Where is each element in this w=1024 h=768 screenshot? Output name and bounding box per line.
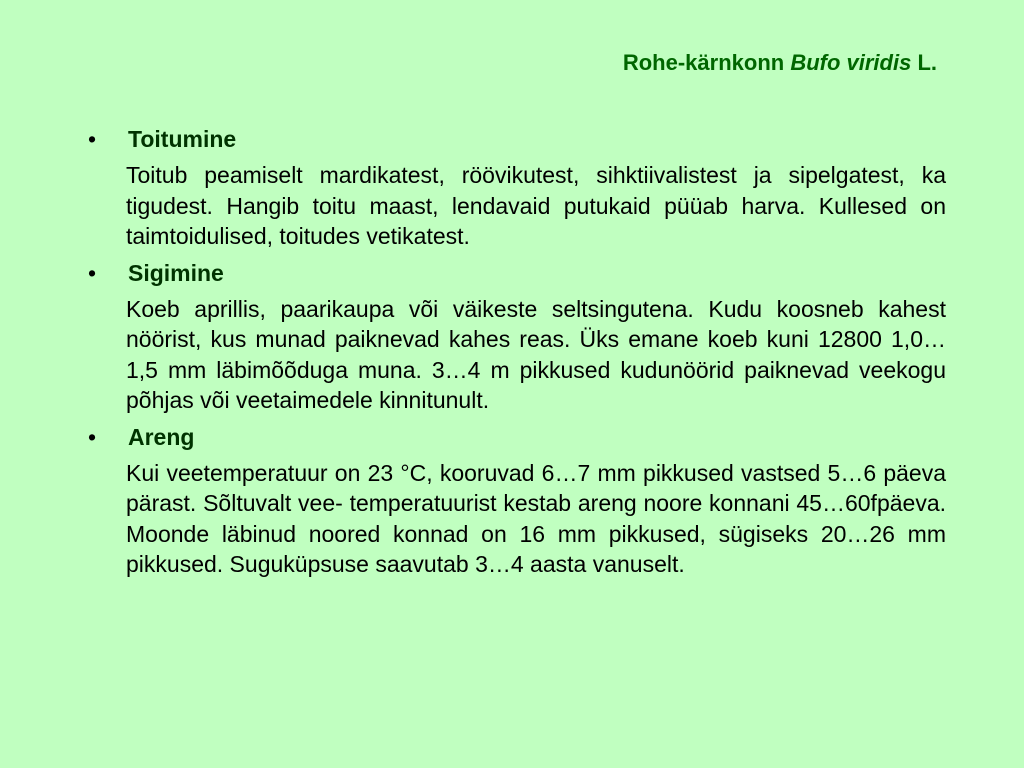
bullet-icon: • <box>88 259 97 286</box>
section-heading: Sigimine <box>128 259 224 286</box>
section-heading: Areng <box>128 423 195 450</box>
section-paragraph: Kui veetemperatuur on 23 °C, kooruvad 6…7 mm pikkused vastsed 5…6 päeva pärast. Sõltuvalt vee- temperatuurist kestab areng noore konnani 45…60fpäeva. Moonde läbinud noored konnad on 16 mm pikkused, sügiseks 20…26 mm pikkused. Suguküpsuse saavutab 3…4 aasta vanuselt. <box>126 459 946 577</box>
bullet-row <box>86 124 946 154</box>
section-heading: Toitumine <box>128 126 237 152</box>
title-latin-name: Bufo viridis <box>790 50 912 75</box>
section-areng <box>86 422 946 580</box>
bullet-icon: • <box>88 126 97 152</box>
slide-content <box>86 124 946 586</box>
title-author: L. <box>911 50 937 75</box>
bullet-row <box>86 422 946 452</box>
section-paragraph: Toitub peamiselt mardikatest, röövikutest, sihktiivalistest ja sipelgatest, ka tigudest. Hangib toitu maast, lendavaid putukaid püüab harva. Kullesed on taimtoidulised, toitudes vetikatest. <box>126 162 946 249</box>
title-main: Rohe-kärnkonn <box>622 50 791 75</box>
bullet-icon: • <box>88 423 97 450</box>
bullet-row <box>86 258 946 288</box>
section-paragraph: Koeb aprillis, paarikaupa või väikeste seltsingutena. Kudu koosneb kahest nöörist, kus munad paiknevad kahes reas. Üks emane koeb kuni 12800 1,0…1,5 mm läbimõõduga muna. 3…4 m pikkused kudunöörid paiknevad veekogu põhjas või veetaimedele kinnitunult. <box>126 295 946 413</box>
section-sigimine <box>86 258 946 416</box>
slide-title <box>623 50 937 76</box>
section-toitumine <box>86 124 946 252</box>
